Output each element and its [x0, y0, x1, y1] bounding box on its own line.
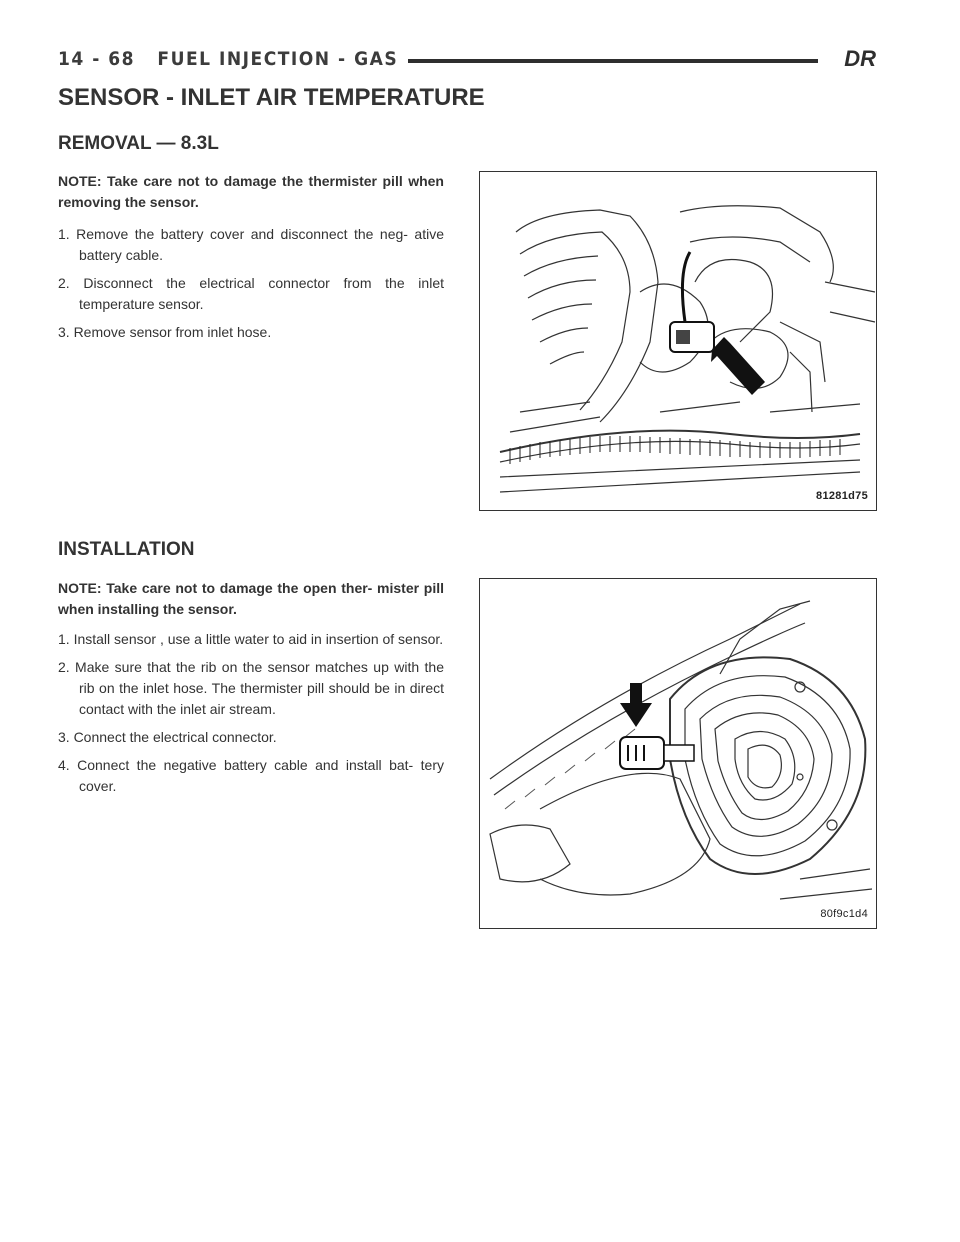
- section-name: FUEL INJECTION - GAS: [157, 48, 399, 70]
- installation-note: NOTE: Take care not to damage the open ther- mister pill when installing the sensor.: [58, 580, 444, 617]
- installation-illustration: [480, 579, 876, 928]
- page-header: [58, 44, 876, 76]
- removal-illustration: [480, 172, 876, 510]
- removal-note: NOTE: Take care not to damage the thermister pill when removing the sensor.: [58, 173, 444, 210]
- list-item: 2. Disconnect the electrical connector from the inlet temperature sensor.: [58, 275, 444, 312]
- installation-heading: INSTALLATION: [58, 539, 195, 560]
- list-item: 1. Install sensor , use a little water to aid in insertion of sensor.: [58, 631, 444, 647]
- figure-id: 81281d75: [816, 490, 868, 502]
- removal-heading: REMOVAL — 8.3L: [58, 133, 219, 154]
- list-item: 3. Connect the electrical connector.: [58, 729, 277, 745]
- list-item: 2. Make sure that the rib on the sensor matches up with the rib on the inlet hose. The thermister pill should be in direct contact with the inlet air stream.: [58, 659, 444, 717]
- page-title: SENSOR - INLET AIR TEMPERATURE: [58, 84, 485, 111]
- removal-steps: [58, 224, 444, 350]
- page-number: 14 - 68: [58, 48, 136, 70]
- list-item: 1. Remove the battery cover and disconnect the neg- ative battery cable.: [58, 226, 444, 263]
- installation-figure: [479, 578, 877, 929]
- list-item: 3. Remove sensor from inlet hose.: [58, 324, 272, 340]
- installation-steps: [58, 629, 444, 804]
- removal-figure: [479, 171, 877, 511]
- model-code: DR: [838, 46, 876, 72]
- list-item: 4. Connect the negative battery cable and install bat- tery cover.: [58, 757, 444, 794]
- figure-id: 80f9c1d4: [820, 908, 868, 920]
- page-header-left: [58, 48, 408, 70]
